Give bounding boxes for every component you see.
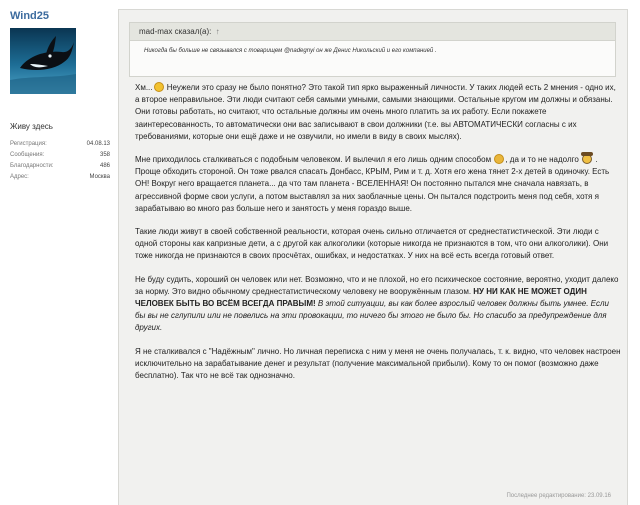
angry-smile-icon <box>494 154 504 164</box>
stat-row-registration <box>10 139 110 150</box>
quote-text: Никогда бы больше не связывался с товарищем @nadegnyi он же Денис Никольский и его компанией . <box>144 48 437 54</box>
stat-row-address <box>10 172 110 183</box>
smile-icon <box>154 82 164 92</box>
paragraph-5: Я не сталкивался с "Надёжным" лично. Но личная переписка с ним у меня не очень получалась, т. к. видно, что человек настроен исключительно на зарабатывание денег и результат (получение максимальной прибыли). Кому то он помог (возможно даже бесплатно). Так что не всё так однозначно. <box>135 346 621 381</box>
stat-value: Москва <box>89 174 110 180</box>
stat-row-thanks <box>10 161 110 172</box>
text-fragment: Неужели это сразу не было понятно? Это такой тип ярко выраженный личности. У таких людей есть 2 мнения - одно их, а второе неправильное. Эти люди считают себя самыми умными, самыми знающими. Остальные кругом им должны и обязаны. Они готовы работать, но считают, что остальные должны им очень много платить за их работу. Если покажете заинтересованность, то автоматически они вас записывают в свои должники (т.е. вы АВТОМАТИЧЕСКИ согласны с их требованиями, которые они ещё даже и не озвучили, но имели в виду в своих мыслях). <box>135 83 616 141</box>
user-status: Живу здесь <box>10 122 53 131</box>
quote-block <box>129 22 616 77</box>
stat-value: 04.08.13 <box>86 141 110 147</box>
paragraph-1 <box>135 82 621 143</box>
last-edited-note: Последнее редактирование: 23.09.16 <box>506 493 611 499</box>
cowboy-smile-icon <box>582 154 592 164</box>
text-fragment: Мне приходилось сталкиваться с подобным человеком. И вылечил я его лишь одним способом <box>135 155 492 165</box>
paragraph-3: Такие люди живут в своей собственной реальности, которая очень сильно отличается от среднестатистической. Эти люди с одной стороны как капризные дети, а с другой как алкоголики (которые никогда не признаются в том, что они алкоголики). Они тоже никогда не признаются в своих просчётах, ошибках, и недостатках. У них на всё есть всегда готовый ответ. <box>135 227 609 261</box>
text-fragment: . Проще обходить стороной. Он тоже рвался спасать Донбасс, КРЫМ, Рим и т. д. Хотя его жена тянет 2-х детей в одиночку. Есть ОН! Вокруг него вращается планета... да что там планета - ВСЕЛЕННАЯ! Он постоянно пытался мне сначала навязать, в агрессивной форме свои услуги, а потом выставлял за них заоблачные цены. Он пытался подстроить меня под себя, хотя я зарабатываю во много раз больше него и занятость у меня гораздо выше. <box>135 155 610 213</box>
jump-to-quote-icon[interactable]: ↑ <box>215 27 220 36</box>
text-fragment: Хм... <box>135 83 153 92</box>
quote-header <box>130 23 615 41</box>
stat-label: Благодарности: <box>10 163 54 169</box>
stat-label: Адрес: <box>10 174 29 180</box>
text-fragment: Не буду судить, хороший он человек или нет. Возможно, что и не плохой, но его психическое состояние, вероятно, уходит далеко за норму. Это видно обычному среднестатистическому человеку не вооружённым глазом. <box>135 274 619 296</box>
user-panel <box>0 0 115 505</box>
paragraph-2 <box>135 154 621 215</box>
text-fragment: , да и то не надолго <box>505 155 579 165</box>
bold-text: НУ НИ КАК НЕ МОЖЕТ ОДИН ЧЕЛОВЕК БЫТЬ ВО ВСЁМ ВСЕГДА ПРАВЫМ! <box>135 286 587 309</box>
stat-value: 486 <box>99 163 110 169</box>
stat-label: Регистрация: <box>10 141 47 147</box>
stat-row-messages <box>10 150 110 161</box>
post-body <box>135 82 621 393</box>
orca-avatar-image <box>10 28 76 94</box>
post-content <box>118 9 628 505</box>
stat-value[interactable]: 358 <box>99 152 110 158</box>
username-link[interactable]: Wind25 <box>10 10 50 22</box>
quote-author: mad-max сказал(а): <box>139 27 212 36</box>
user-stats <box>10 139 110 183</box>
italic-text: В этой ситуации, вы как более взрослый человек должны быть умнее. Если бы вы не сглупили или не повелись на эти провокации, то ничего бы этого не было бы. Но спасибо за предупреждение для других. <box>135 299 609 333</box>
stat-label: Сообщения: <box>10 152 45 158</box>
avatar[interactable] <box>10 28 76 94</box>
paragraph-4 <box>135 274 621 335</box>
